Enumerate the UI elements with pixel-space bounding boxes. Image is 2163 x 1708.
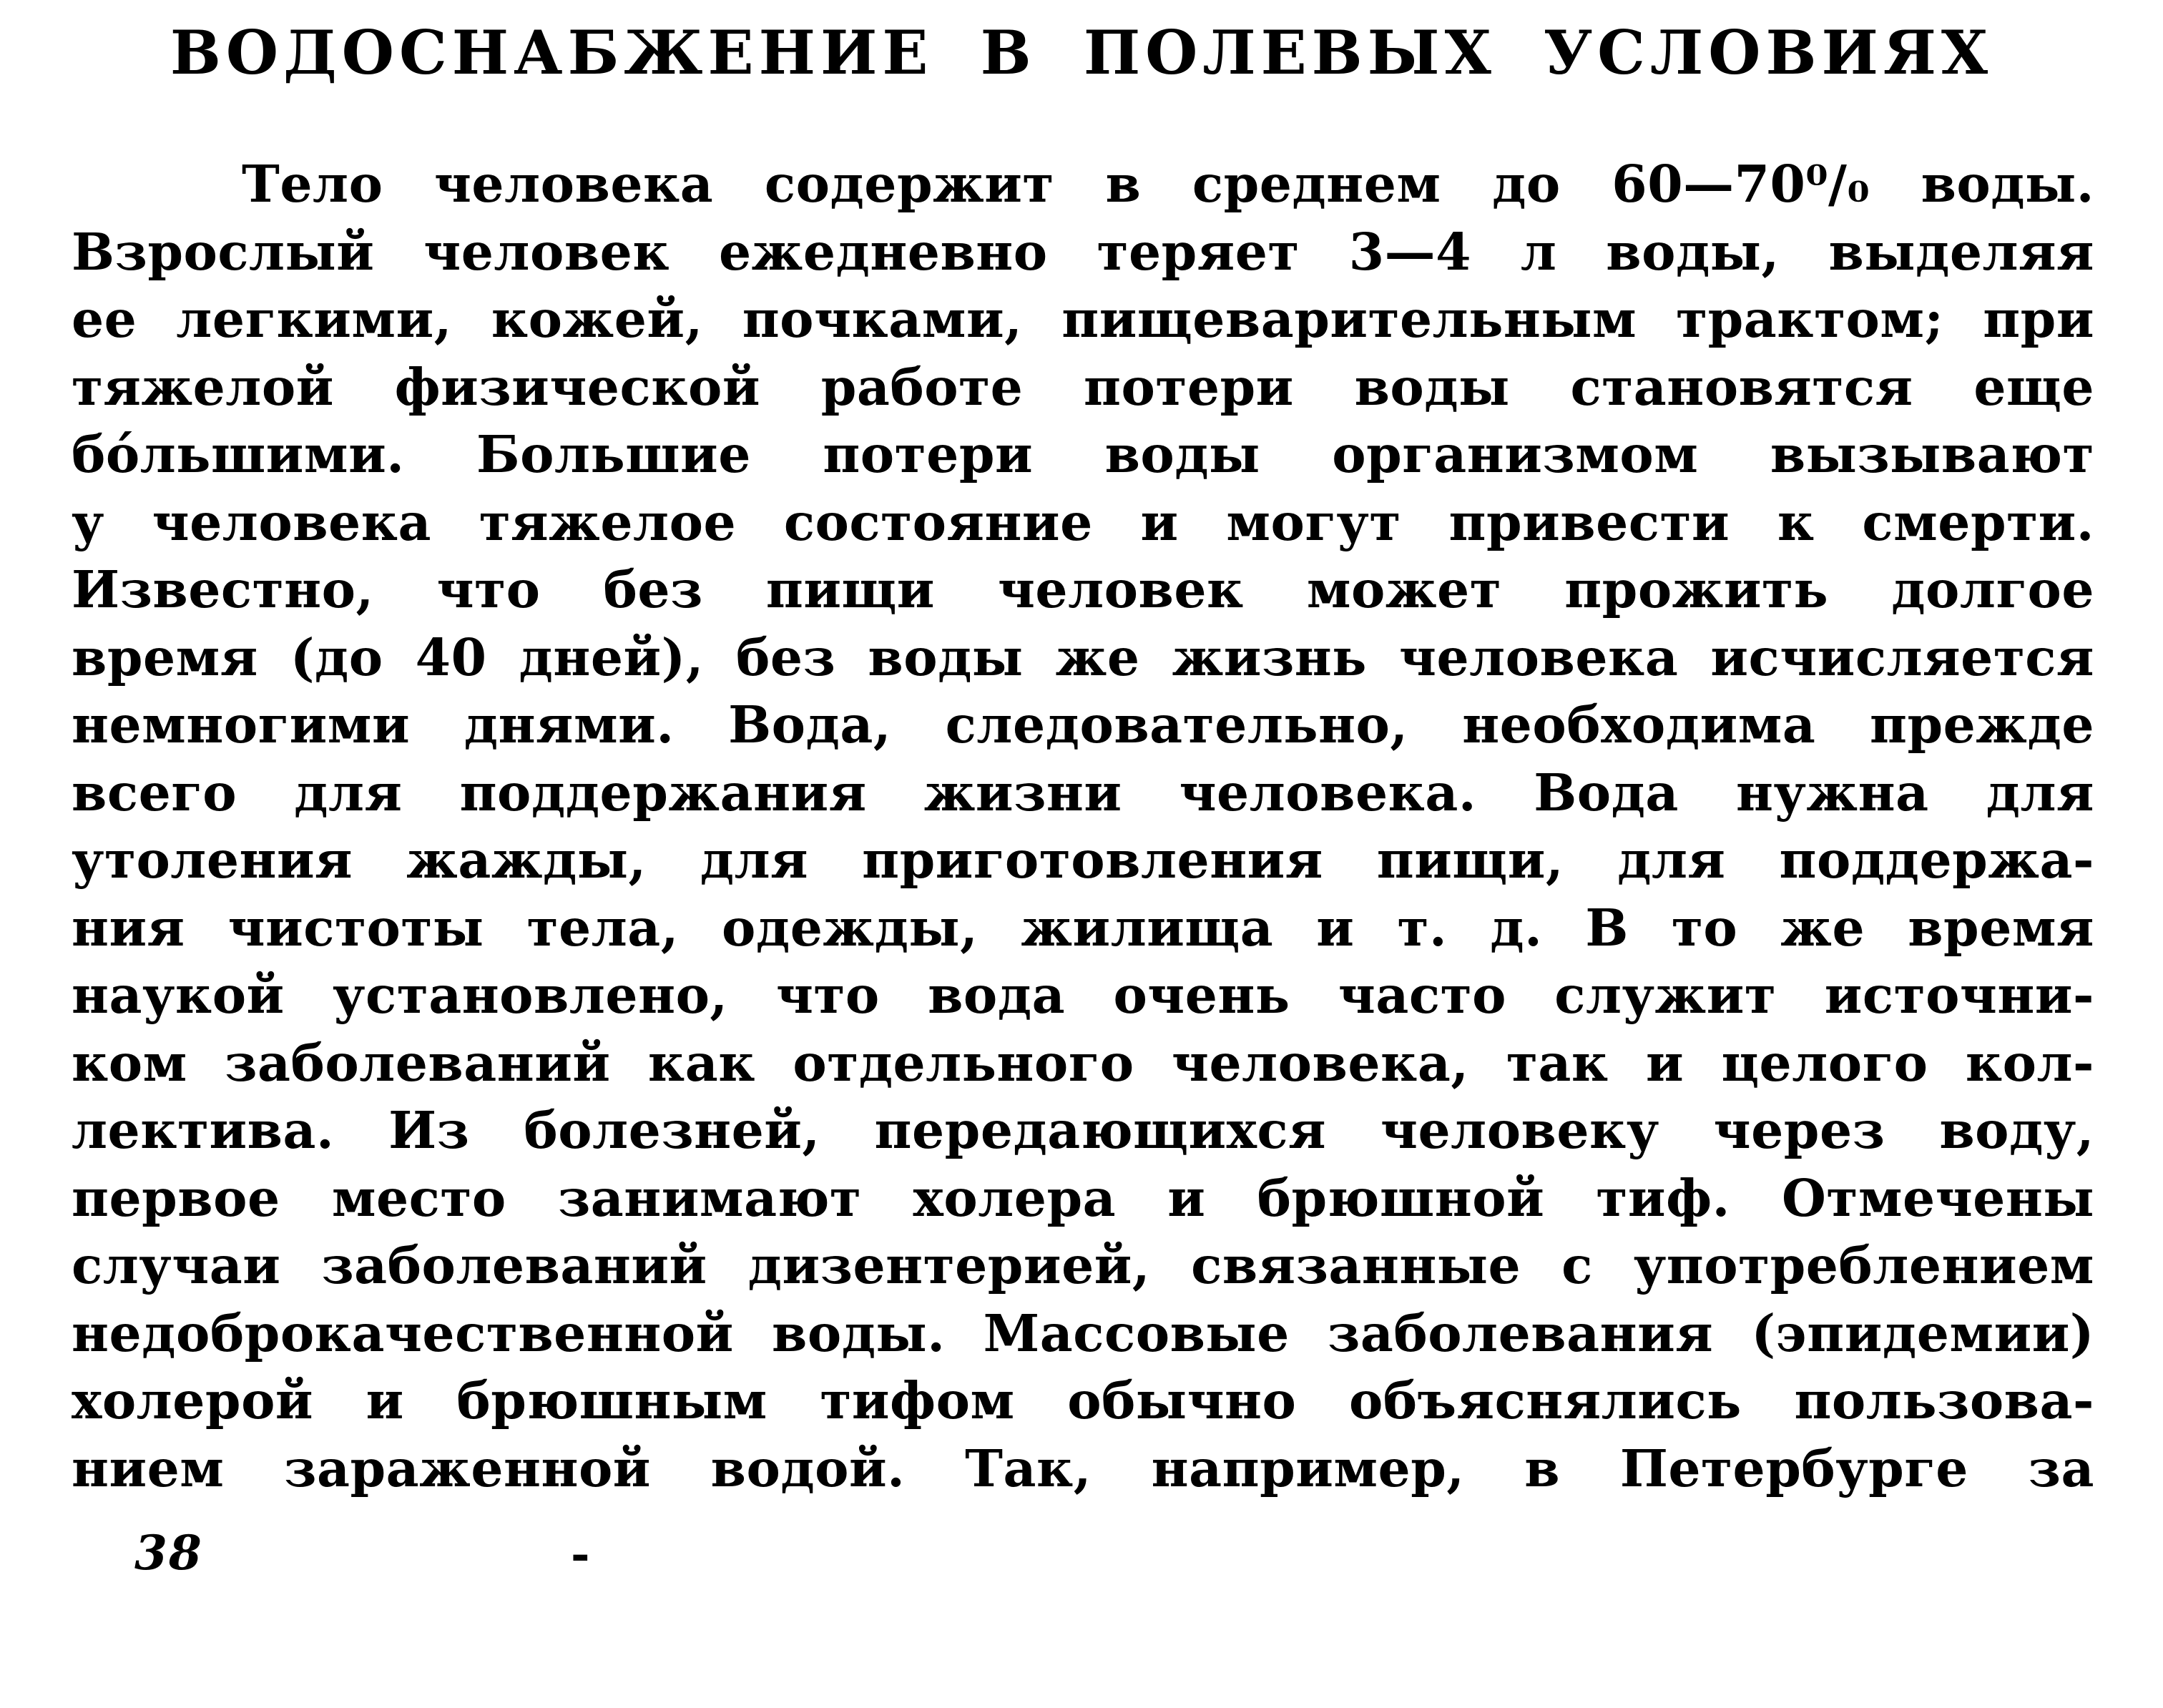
text-line: недоброкачественной воды. Массовые заболевания (эпидемии)	[72, 1302, 2094, 1363]
text-line: холерой и брюшным тифом обычно объяснялись пользова-	[72, 1370, 2094, 1430]
text-line: Известно, что без пищи человек может прожить долгое	[72, 559, 2094, 619]
text-line: Тело человека содержит в среднем до 60—70⁰/₀ воды.	[242, 154, 2094, 214]
paragraph	[72, 150, 2094, 1502]
text-line: утоления жажды, для приготовления пищи, для поддержа-	[72, 830, 2094, 890]
text-line: всего для поддержания жизни человека. Вода нужна для	[72, 762, 2094, 823]
text-line: тяжелой физической работе потери воды становятся еще	[72, 356, 2094, 417]
text-line: Взрослый человек ежедневно теряет 3—4 л воды, выделяя	[72, 221, 2094, 282]
page-number: 38	[134, 1525, 203, 1581]
text-line: ния чистоты тела, одежды, жилища и т. д. В то же время	[72, 897, 2094, 958]
scanned-book-page	[0, 17, 2163, 1708]
text-line: у человека тяжелое состояние и могут привести к смерти.	[72, 491, 2094, 552]
text-line: ее легкими, кожей, почками, пищеварительным трактом; при	[72, 289, 2094, 349]
text-line: ком заболеваний как отдельного человека, так и целого кол-	[72, 1032, 2094, 1093]
text-line: время (до 40 дней), без воды же жизнь человека исчисляется	[72, 627, 2094, 687]
text-line: лектива. Из болезней, передающихся человеку через воду,	[72, 1100, 2094, 1160]
text-line: бо́льшими. Большие потери воды организмом вызывают	[72, 424, 2094, 484]
text-line: нием зараженной водой. Так, например, в Петербурге за	[72, 1438, 2094, 1498]
text-line: случаи заболеваний дизентерией, связанные с употреблением	[72, 1235, 2094, 1295]
text-line: немногими днями. Вода, следовательно, необходима прежде	[72, 695, 2094, 755]
text-line: наукой установлено, что вода очень часто служит источни-	[72, 965, 2094, 1025]
ink-artifact: -	[571, 1528, 590, 1581]
page-title: ВОДОСНАБЖЕНИЕ В ПОЛЕВЫХ УСЛОВИЯХ	[170, 17, 1993, 88]
text-line: первое место занимают холера и брюшной тиф. Отмечены	[72, 1167, 2094, 1228]
